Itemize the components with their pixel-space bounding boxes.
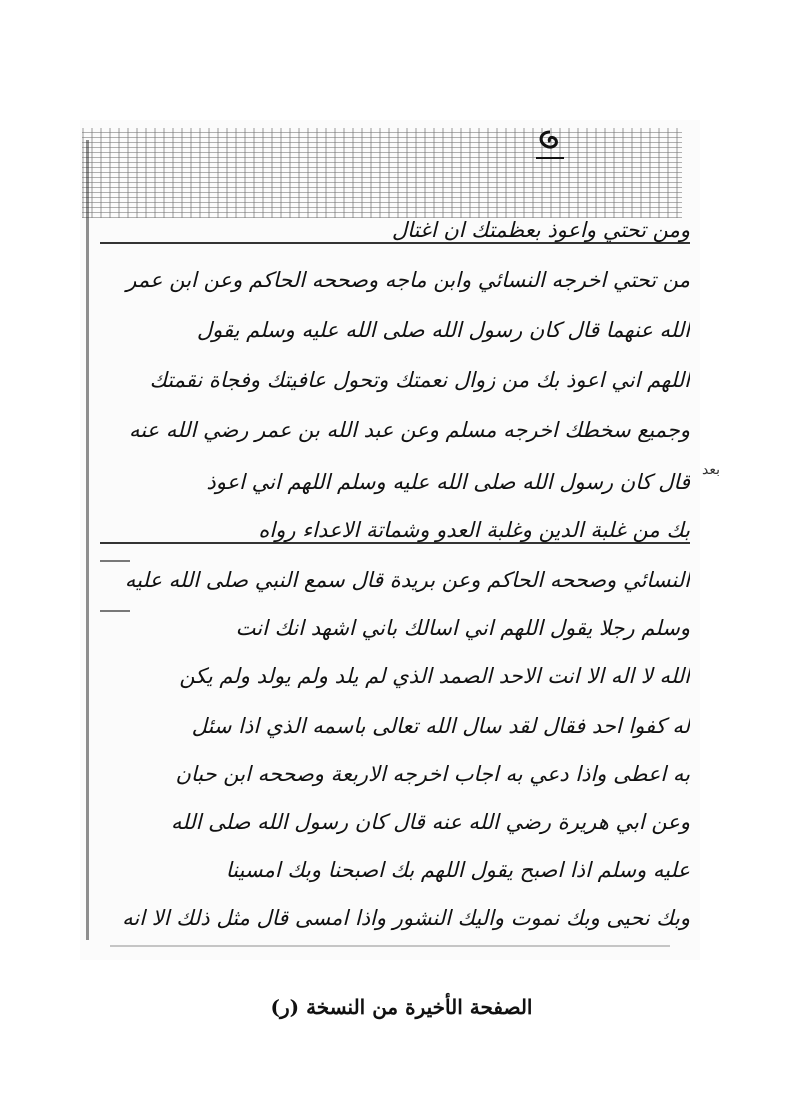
manuscript-line: به اعطى واذا دعي به اجاب اخرجه الاربعة وصححه ابن حبان bbox=[175, 762, 690, 786]
underline bbox=[100, 242, 690, 244]
manuscript-line: قال كان رسول الله صلى الله عليه وسلم اللهم اني اعوذ bbox=[206, 470, 690, 494]
left-margin-rule bbox=[86, 140, 89, 940]
manuscript-line: وبك نحيى وبك نموت واليك النشور واذا امسى قال مثل ذلك الا انه bbox=[122, 906, 690, 930]
ornament-icon bbox=[530, 128, 570, 164]
scan-mark bbox=[100, 560, 130, 562]
page-caption: الصفحة الأخيرة من النسخة (ر) bbox=[270, 995, 533, 1019]
manuscript-line: النسائي وصححه الحاكم وعن بريدة قال سمع النبي صلى الله عليه bbox=[124, 568, 690, 592]
margin-note: بعد bbox=[702, 462, 720, 478]
manuscript-line: اللهم اني اعوذ بك من زوال نعمتك وتحول عافيتك وفجاة نقمتك bbox=[149, 368, 690, 392]
manuscript-line: له كفوا احد فقال لقد سال الله تعالى باسمه الذي اذا سئل bbox=[191, 714, 690, 738]
manuscript-line: بك من غلبة الدين وغلبة العدو وشماتة الاعداء رواه bbox=[100, 510, 690, 550]
scan-noise-header bbox=[82, 128, 682, 218]
manuscript-line: من تحتي اخرجه النسائي وابن ماجه وصححه الحاكم وعن ابن عمر bbox=[126, 268, 690, 292]
manuscript-line: الله لا اله الا انت الاحد الصمد الذي لم يلد ولم يولد ولم يكن bbox=[179, 664, 690, 688]
manuscript-line: ومن تحتي واعوذ بعظمتك ان اغتال bbox=[100, 210, 690, 250]
manuscript-line: وسلم رجلا يقول اللهم اني اسالك باني اشهد انك انت bbox=[235, 616, 690, 640]
scan-mark bbox=[100, 610, 130, 612]
manuscript-line: وجميع سخطك اخرجه مسلم وعن عبد الله بن عمر رضي الله عنه bbox=[129, 418, 690, 442]
manuscript-line: عليه وسلم اذا اصبح يقول اللهم بك اصبحنا وبك امسينا bbox=[225, 858, 690, 882]
scan-mark bbox=[110, 945, 670, 947]
manuscript-line: الله عنهما قال كان رسول الله صلى الله عليه وسلم يقول bbox=[196, 318, 690, 342]
underline bbox=[100, 542, 690, 544]
manuscript-line: وعن ابي هريرة رضي الله عنه قال كان رسول الله صلى الله bbox=[171, 810, 690, 834]
